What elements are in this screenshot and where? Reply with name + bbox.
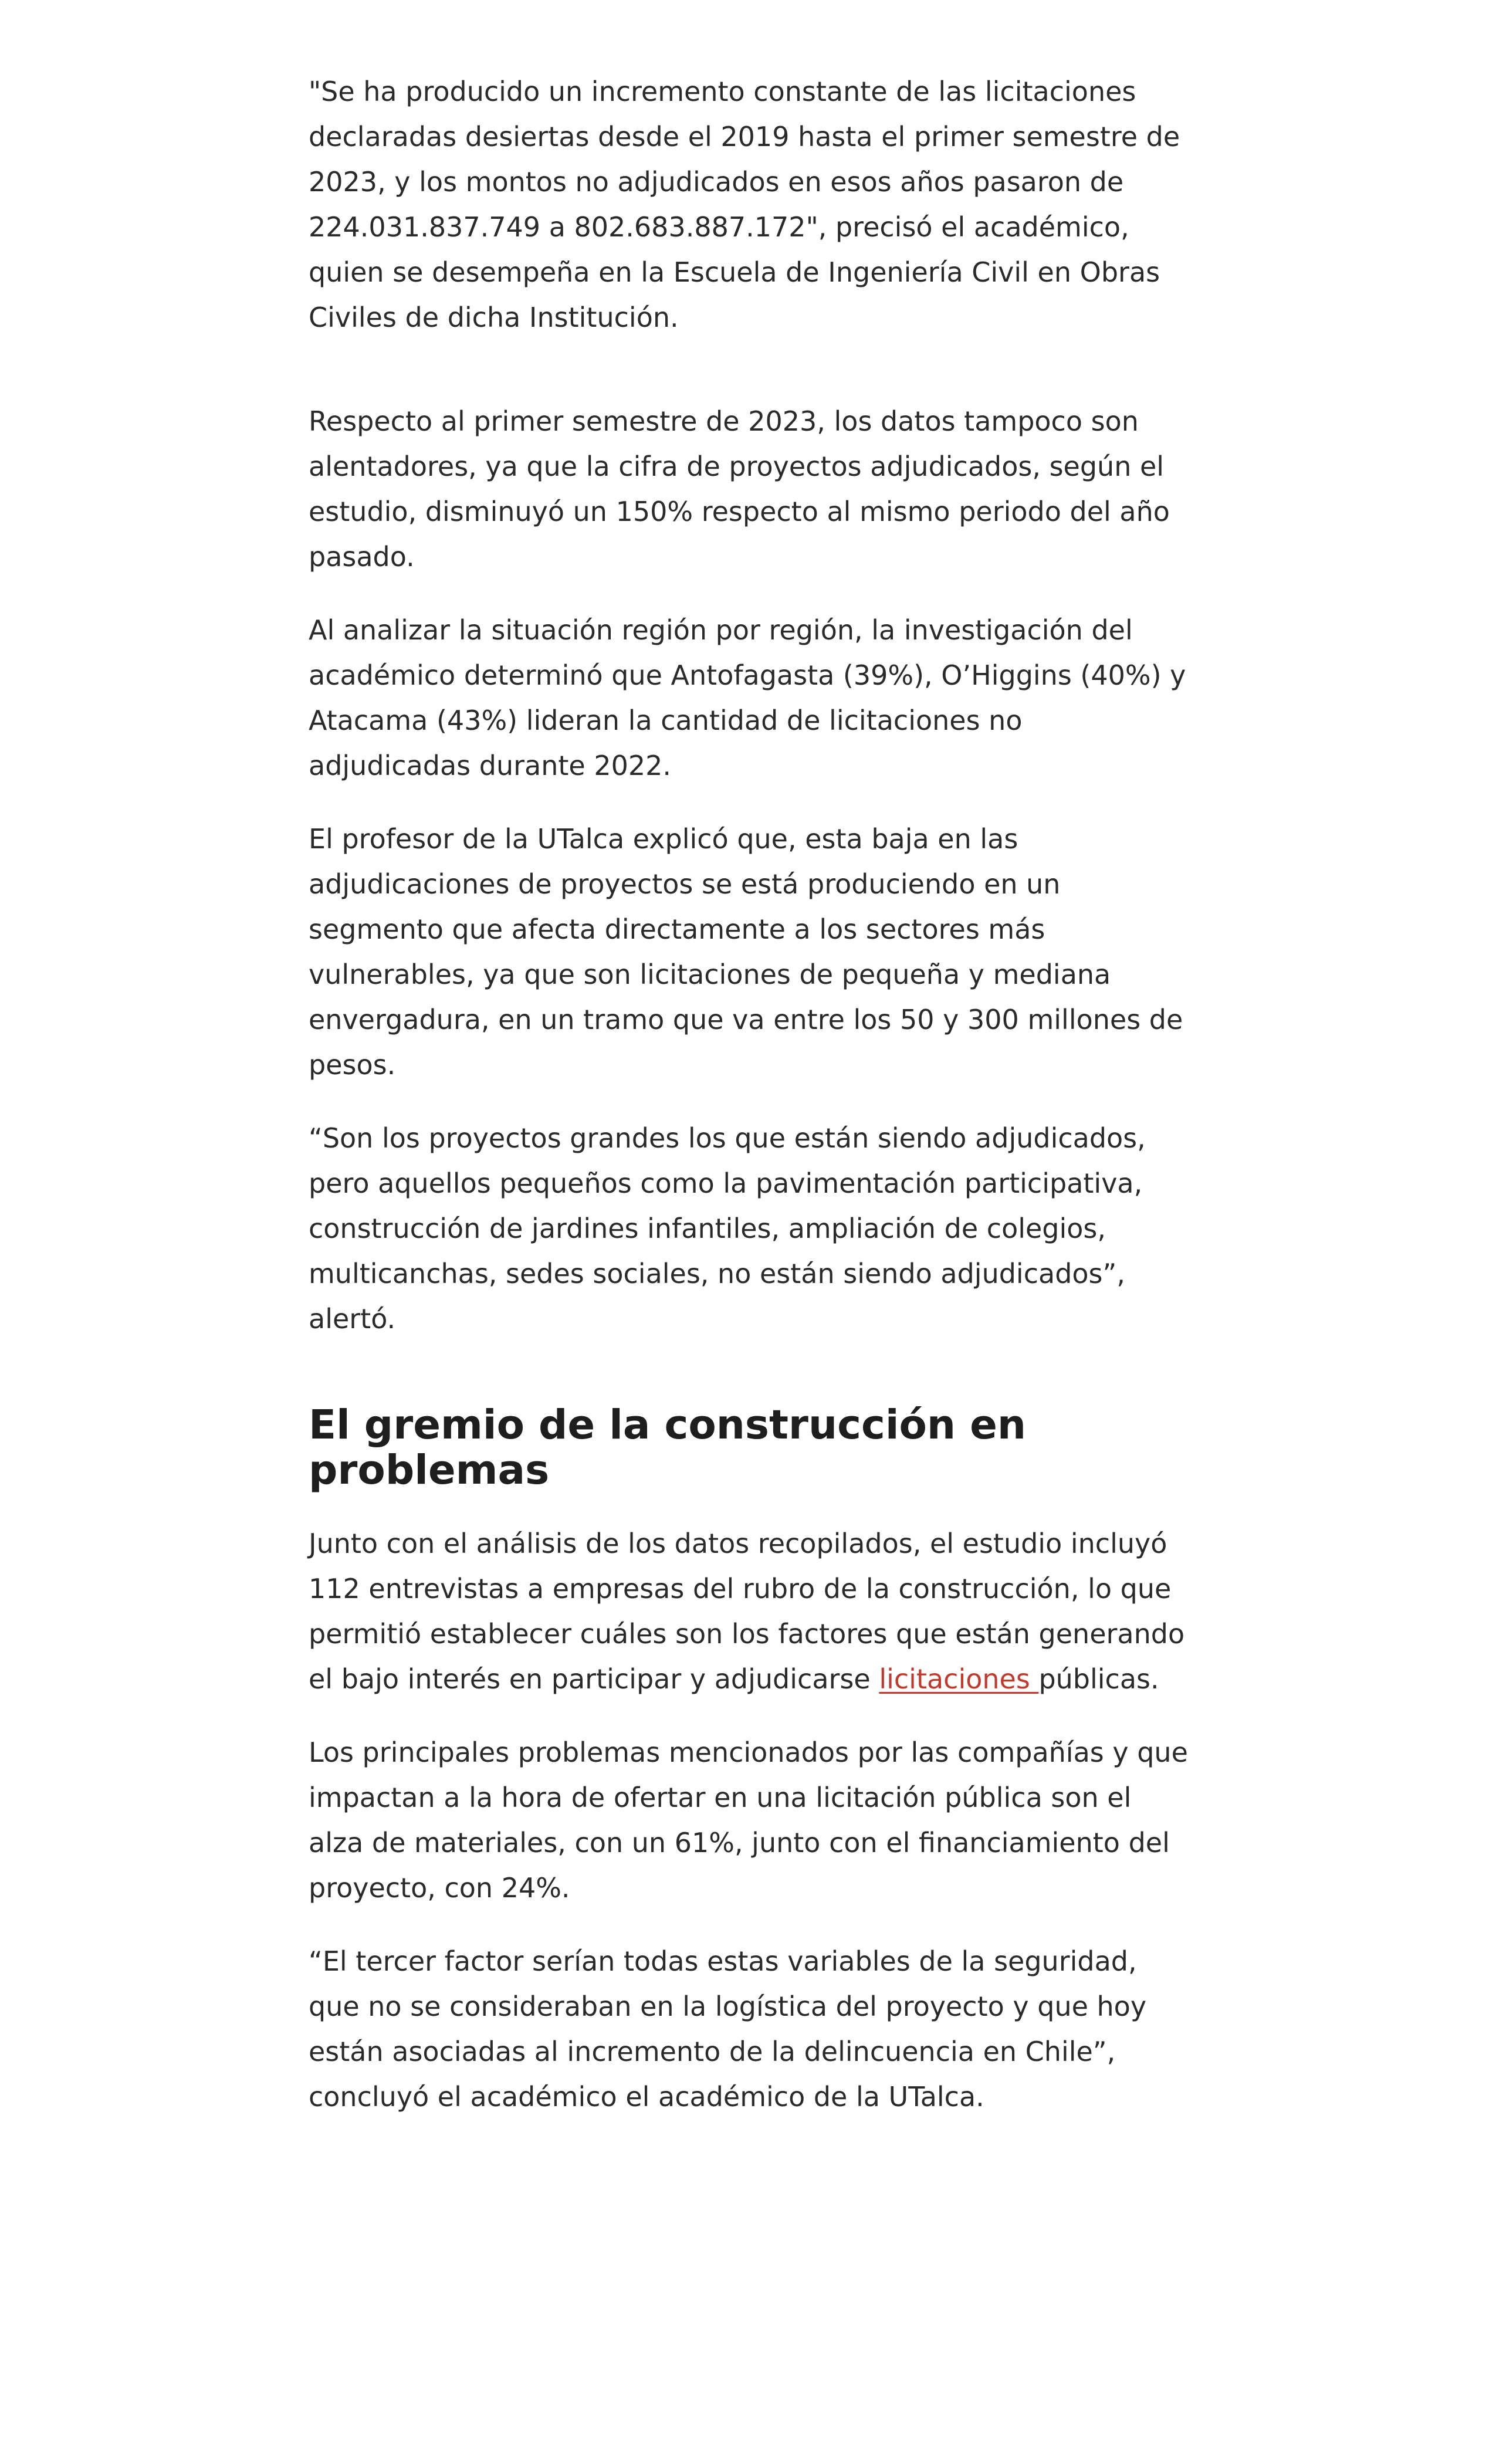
- paragraph-primer-semestre: Respecto al primer semestre de 2023, los datos tampoco son alentadores, ya que la cifra de proyectos adjudicados, según el estudio, disminuyó un 150% respecto al mismo periodo del año pasado.: [309, 405, 1170, 573]
- paragraph-problemas: Los principales problemas mencionados por las compañías y que impactan a la hora de ofertar en una licitación pública son el alza de materiales, con un 61%, junto con el financiamiento del proyecto, con 24%.: [309, 1737, 1188, 1904]
- paragraph-entrevistas: [309, 1521, 1189, 1702]
- paragraph-entrevistas-end: públicas.: [1038, 1663, 1159, 1695]
- section-heading: El gremio de la construcción en problemas: [309, 1402, 1026, 1494]
- paragraph-regiones: Al analizar la situación región por región, la investigación del académico determinó que Antofagasta (39%), O’Higgins (40%) y Atacama (43%) lideran la cantidad de licitaciones no adjudicadas durante 2022.: [309, 614, 1186, 781]
- article-body: [309, 69, 1189, 2120]
- paragraph-proyectos-grandes: “Son los proyectos grandes los que están siendo adjudicados, pero aquellos pequeños como la pavimentación participativa, construcción de jardines infantiles, ampliación de colegios, multicanchas, sedes sociales, no están siendo adjudicados”, alertó.: [309, 1122, 1146, 1335]
- paragraph-tercer-factor: “El tercer factor serían todas estas variables de la seguridad, que no se consideraban en la logística del proyecto y que hoy están asociadas al incremento de la delincuencia en Chile”, concluyó el académico el académico de la UTalca.: [309, 1945, 1147, 2113]
- paragraph-quote-licitaciones: "Se ha producido un incremento constante de las licitaciones declaradas desiertas desde el 2019 hasta el primer semestre de 2023, y los montos no adjudicados en esos años pasaron de 224.031.837.749 a 802.683.887.172", precisó el académico, quien se desempeña en la Escuela de Ingeniería Civil en Obras Civiles de dicha Institución.: [309, 76, 1180, 333]
- paragraph-entrevistas-text: Junto con el análisis de los datos recopilados, el estudio incluyó 112 entrevistas a empresas del rubro de la construcción, lo que permitió establecer cuáles son los factores que están generando el bajo interés en participar y adjudicarse: [309, 1528, 1185, 1695]
- licitaciones-link[interactable]: licitaciones: [879, 1663, 1039, 1695]
- paragraph-profesor-utalca: El profesor de la UTalca explicó que, esta baja en las adjudicaciones de proyectos se está produciendo en un segmento que afecta directamente a los sectores más vulnerables, ya que son licitaciones de pequeña y mediana envergadura, en un tramo que va entre los 50 y 300 millones de pesos.: [309, 823, 1183, 1081]
